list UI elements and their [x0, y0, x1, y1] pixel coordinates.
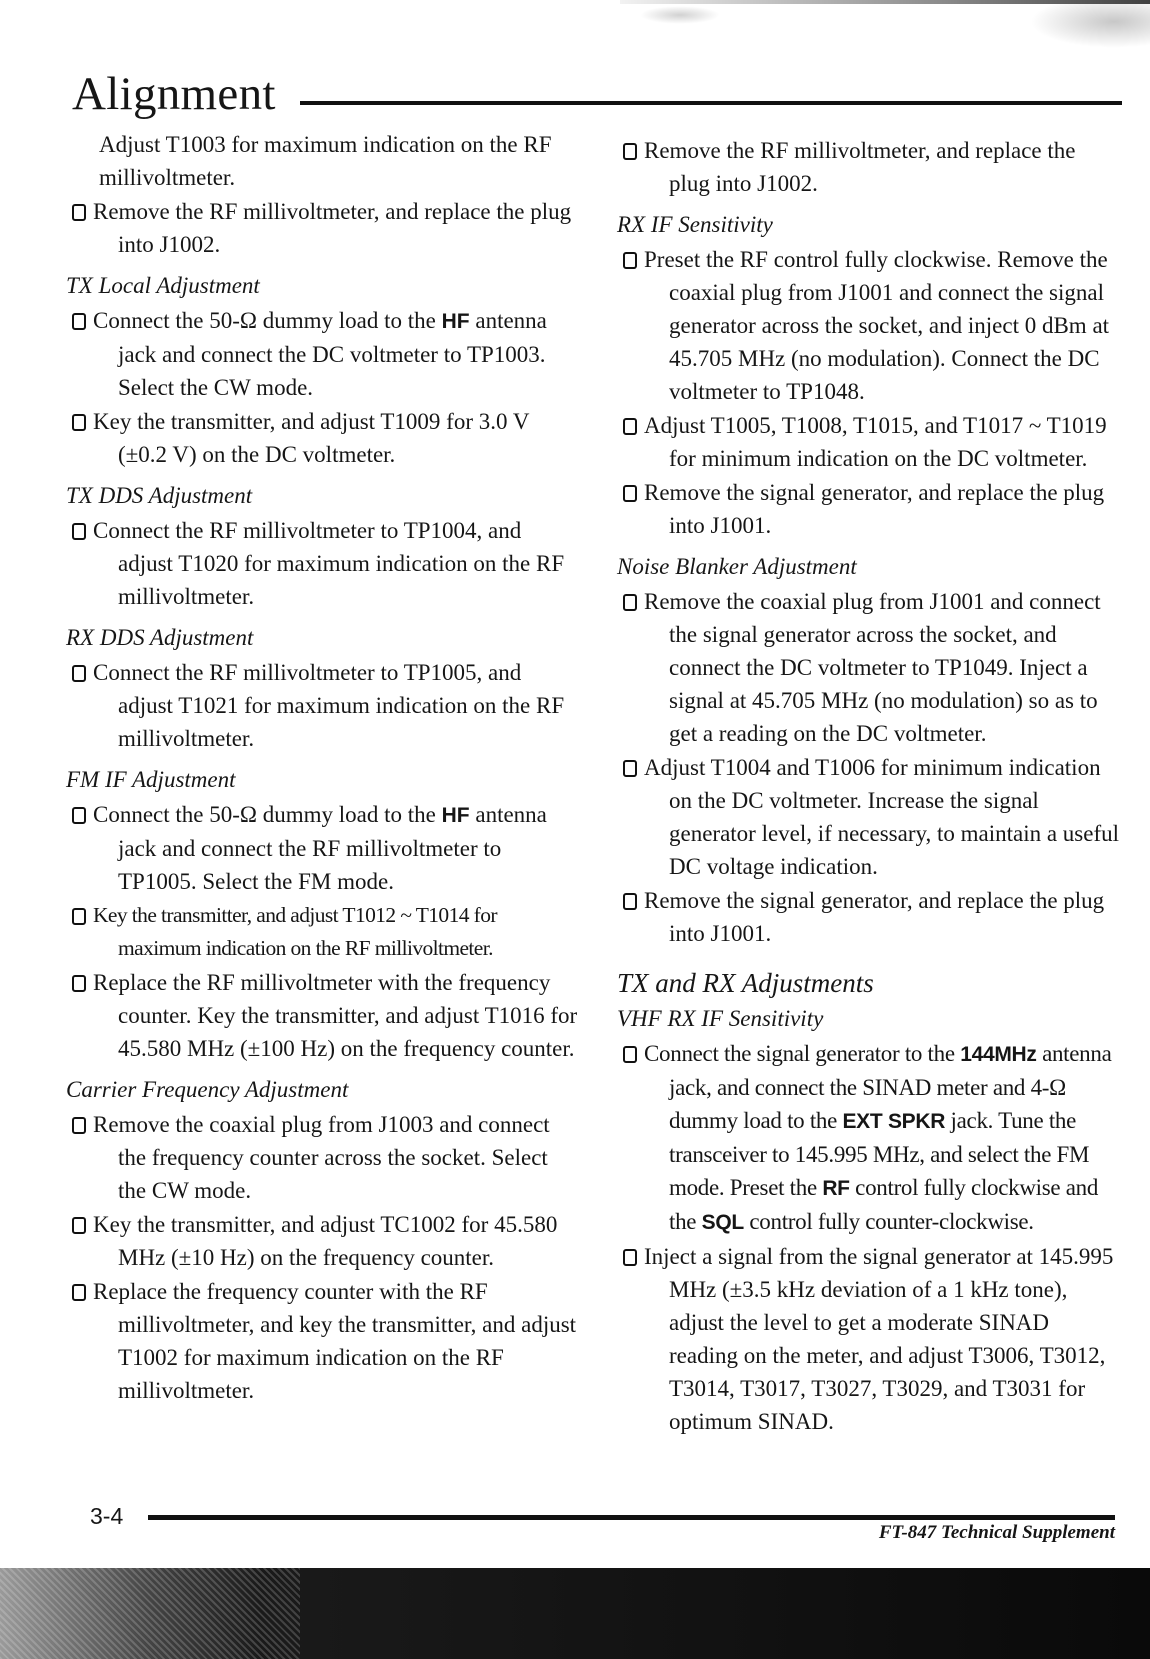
checkbox-icon [72, 908, 86, 925]
checkbox-icon [72, 414, 86, 431]
step-item: Remove the signal generator, and replace the plug into J1001. [617, 884, 1122, 950]
left-column [66, 128, 578, 1408]
checkbox-icon [72, 1217, 86, 1234]
step-item: Adjust T1005, T1008, T1015, and T1017 ~ T1019 for minimum indication on the DC voltmeter. [617, 409, 1122, 475]
subheading-rx-if: RX IF Sensitivity [617, 212, 773, 237]
step-item: Connect the signal generator to the 144MHz antenna jack, and connect the SINAD meter and 4-Ω dummy load to the EXT SPKR jack. Tune the transceiver to 145.995 MHz, and select the FM mode. Preset the RF control fully clockwise and the SQL control fully counter-clockwise. [617, 1037, 1122, 1239]
page-title: Alignment [72, 68, 276, 120]
section-heading: TX and RX Adjustments [617, 968, 874, 998]
subheading-fm-if: FM IF Adjustment [66, 767, 236, 792]
subheading-carrier: Carrier Frequency Adjustment [66, 1077, 349, 1102]
checkbox-icon [623, 143, 637, 160]
checkbox-icon [623, 1046, 637, 1063]
step-item: Connect the RF millivoltmeter to TP1004, and adjust T1020 for maximum indication on the RF millivoltmeter. [66, 514, 578, 613]
subheading-rx-dds: RX DDS Adjustment [66, 625, 254, 650]
scan-corner-shadow [1030, 4, 1150, 48]
step-item: Key the transmitter, and adjust TC1002 for 45.580 MHz (±10 Hz) on the frequency counter. [66, 1208, 578, 1274]
step-item: Remove the coaxial plug from J1003 and connect the frequency counter across the socket. Select the CW mode. [66, 1108, 578, 1207]
checkbox-icon [72, 975, 86, 992]
subheading-vhf-rx-if: VHF RX IF Sensitivity [617, 1006, 824, 1031]
right-column [617, 128, 1122, 1439]
checkbox-icon [623, 893, 637, 910]
step-item: Key the transmitter, and adjust T1012 ~ T1014 for maximum indication on the RF millivoltmeter. [66, 899, 578, 965]
step-item: Connect the 50-Ω dummy load to the HF antenna jack and connect the DC voltmeter to TP1003. Select the CW mode. [66, 304, 578, 404]
checkbox-icon [623, 418, 637, 435]
checkbox-icon [72, 807, 86, 824]
checkbox-icon [623, 594, 637, 611]
checkbox-icon [72, 1117, 86, 1134]
checkbox-icon [72, 204, 86, 221]
checkbox-icon [72, 313, 86, 330]
footer-rule [148, 1515, 1115, 1520]
checkbox-icon [623, 252, 637, 269]
scan-bottom-noise [0, 1568, 300, 1659]
step-item: Replace the frequency counter with the RF millivoltmeter, and key the transmitter, and adjust T1002 for maximum indication on the RF millivoltmeter. [66, 1275, 578, 1407]
checkbox-icon [72, 665, 86, 682]
subheading-tx-local: TX Local Adjustment [66, 273, 260, 298]
step-item: Remove the RF millivoltmeter, and replace the plug into J1002. [617, 134, 1122, 200]
step-item: Connect the 50-Ω dummy load to the HF antenna jack and connect the RF millivoltmeter to TP1005. Select the FM mode. [66, 798, 578, 898]
checkbox-icon [72, 523, 86, 540]
checkbox-icon [623, 485, 637, 502]
subheading-tx-dds: TX DDS Adjustment [66, 483, 253, 508]
step-item: Adjust T1004 and T1006 for minimum indication on the DC voltmeter. Increase the signal generator level, if necessary, to maintain a useful DC voltage indication. [617, 751, 1122, 883]
checkbox-icon [623, 1249, 637, 1266]
step-item: Inject a signal from the signal generator at 145.995 MHz (±3.5 kHz deviation of a 1 kHz tone), adjust the level to get a moderate SINAD reading on the meter, and adjust T3006, T3012, T3014, T3017, T3027, T3029, and T3031 for optimum SINAD. [617, 1240, 1122, 1438]
page-number: 3-4 [90, 1503, 124, 1529]
step-item: Preset the RF control fully clockwise. Remove the coaxial plug from J1001 and connect the signal generator across the socket, and inject 0 dBm at 45.705 MHz (no modulation). Connect the DC voltmeter to TP1048. [617, 243, 1122, 408]
subheading-noise-blanker: Noise Blanker Adjustment [617, 554, 857, 579]
step-item: Replace the RF millivoltmeter with the frequency counter. Key the transmitter, and adjust T1016 for 45.580 MHz (±100 Hz) on the frequency counter. [66, 966, 578, 1065]
title-rule [300, 101, 1122, 105]
step-item: Remove the coaxial plug from J1001 and connect the signal generator across the socket, and connect the DC voltmeter to TP1049. Inject a signal at 45.705 MHz (no modulation) so as to get a reading on the DC voltmeter. [617, 585, 1122, 750]
document-title: FT-847 Technical Supplement [878, 1522, 1115, 1543]
step-item: Remove the RF millivoltmeter, and replace the plug into J1002. [66, 195, 578, 261]
step-item: Connect the RF millivoltmeter to TP1005, and adjust T1021 for maximum indication on the RF millivoltmeter. [66, 656, 578, 755]
checkbox-icon [623, 760, 637, 777]
step-item: Remove the signal generator, and replace the plug into J1001. [617, 476, 1122, 542]
scan-smudge [640, 6, 720, 24]
checkbox-icon [72, 1284, 86, 1301]
step-item: Key the transmitter, and adjust T1009 for 3.0 V (±0.2 V) on the DC voltmeter. [66, 405, 578, 471]
step-text: Adjust T1003 for maximum indication on the RF millivoltmeter. [99, 132, 552, 190]
